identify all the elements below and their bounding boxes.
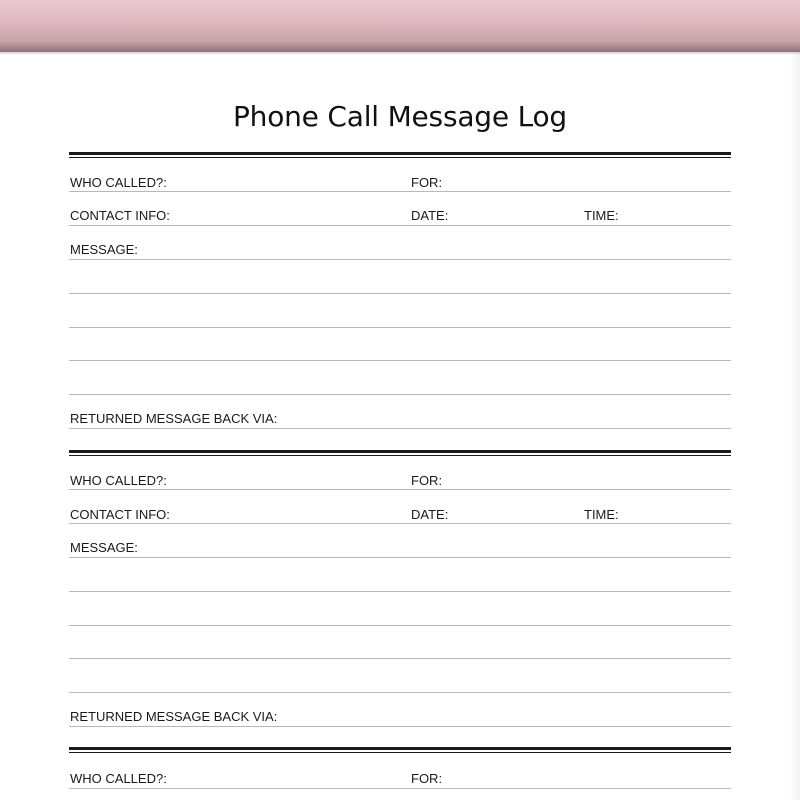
- message-line[interactable]: [69, 557, 731, 558]
- entry-separator: [69, 747, 731, 750]
- contact-info-field-line[interactable]: [69, 225, 731, 226]
- message-line[interactable]: [69, 259, 731, 260]
- contact-info-label: CONTACT INFO:: [70, 208, 170, 223]
- date-label: DATE:: [411, 507, 449, 522]
- contact-info-field-line[interactable]: [69, 523, 731, 524]
- entry-separator: [69, 152, 731, 155]
- message-line[interactable]: [69, 692, 731, 693]
- who-called-field-line[interactable]: [69, 788, 731, 789]
- page-edge-shadow: [790, 52, 800, 800]
- time-label: TIME:: [584, 208, 619, 223]
- message-label: MESSAGE:: [70, 242, 138, 257]
- returned-via-label: RETURNED MESSAGE BACK VIA:: [70, 411, 278, 426]
- message-line[interactable]: [69, 360, 731, 361]
- message-line[interactable]: [69, 293, 731, 294]
- for-label: FOR:: [411, 473, 443, 488]
- contact-info-label: CONTACT INFO:: [70, 507, 170, 522]
- for-label: FOR:: [411, 175, 443, 190]
- entry-separator: [69, 450, 731, 453]
- who-called-label: WHO CALLED?:: [70, 771, 167, 786]
- date-label: DATE:: [411, 208, 449, 223]
- message-line[interactable]: [69, 394, 731, 395]
- time-label: TIME:: [584, 507, 619, 522]
- message-line[interactable]: [69, 625, 731, 626]
- returned-via-field-line[interactable]: [69, 726, 731, 727]
- returned-via-field-line[interactable]: [69, 428, 731, 429]
- page-title: Phone Call Message Log: [232, 100, 568, 133]
- message-line[interactable]: [69, 327, 731, 328]
- who-called-label: WHO CALLED?:: [70, 473, 167, 488]
- message-line[interactable]: [69, 658, 731, 659]
- who-called-field-line[interactable]: [69, 489, 731, 490]
- for-label: FOR:: [411, 771, 443, 786]
- who-called-label: WHO CALLED?:: [70, 175, 167, 190]
- returned-via-label: RETURNED MESSAGE BACK VIA:: [70, 709, 278, 724]
- message-line[interactable]: [69, 591, 731, 592]
- pink-header-band: [0, 0, 800, 52]
- message-label: MESSAGE:: [70, 540, 138, 555]
- who-called-field-line[interactable]: [69, 191, 731, 192]
